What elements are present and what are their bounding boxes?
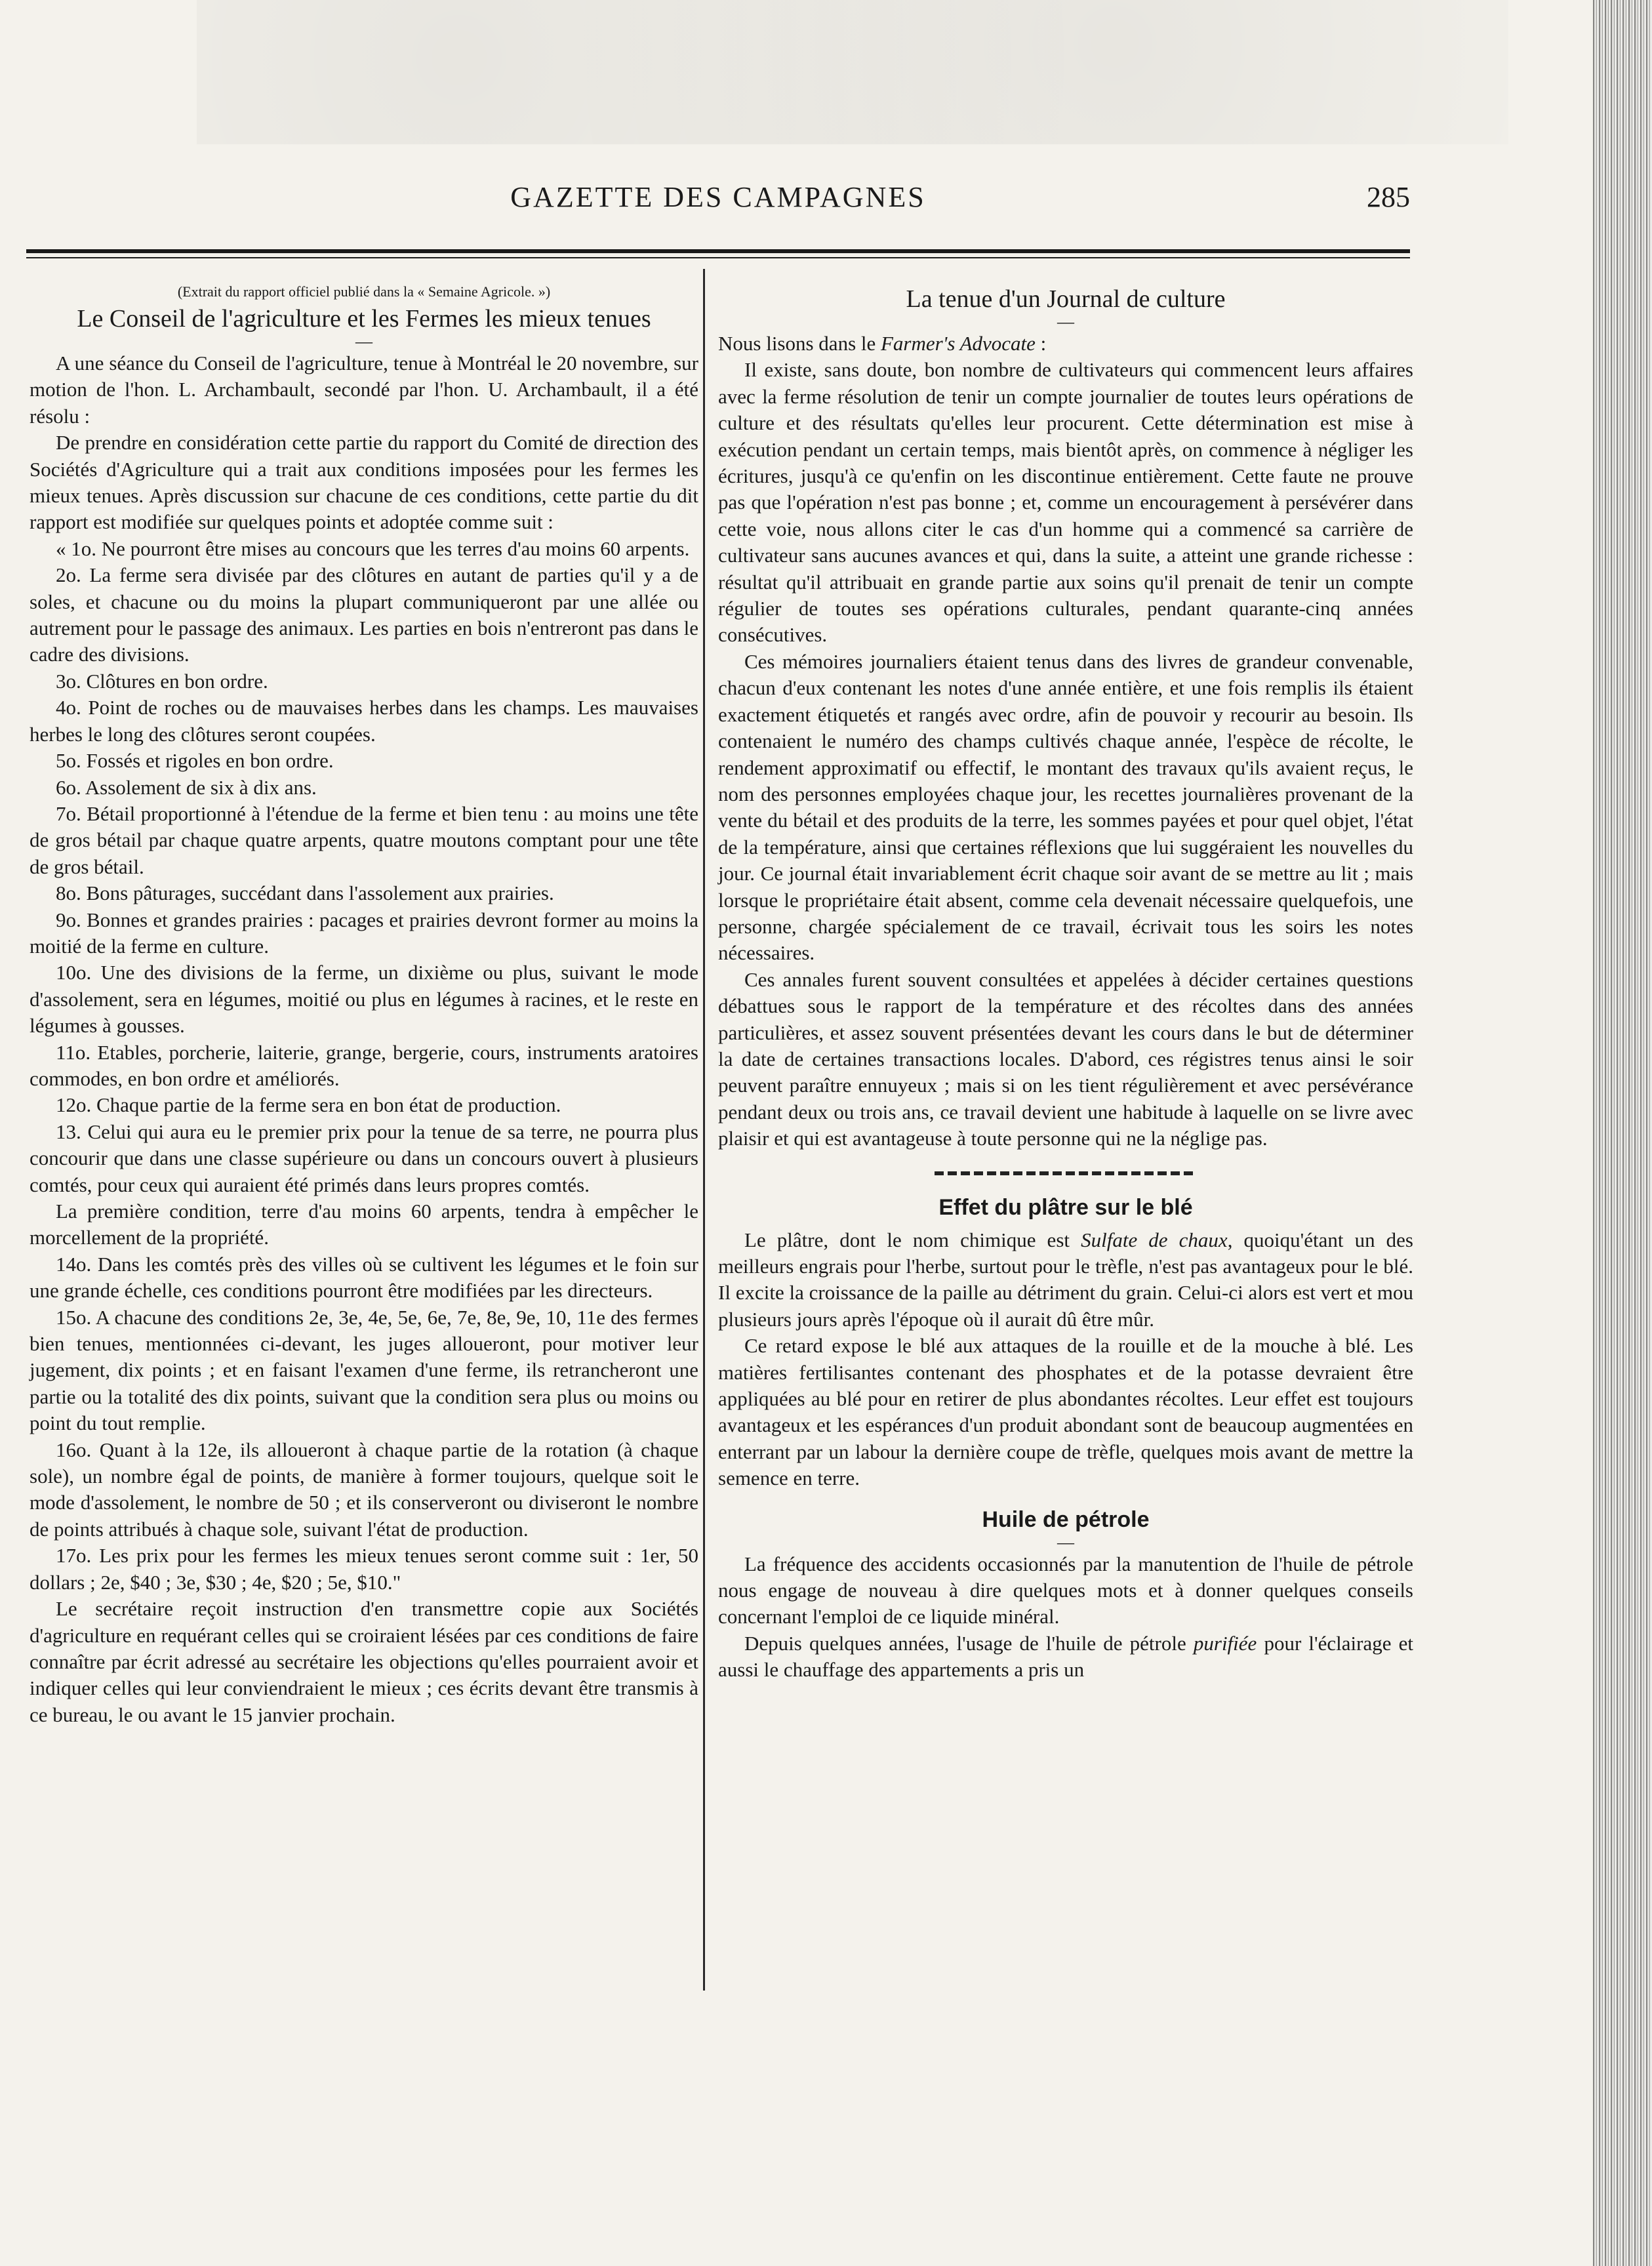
huile-paragraph-1: La fréquence des accidents occasionnés par la manutention de l'huile de pétrole nous engage de nouveau à dire quelques mots et à donner quelques conseils concernant l'emploi de ce liquide minéral.	[718, 1552, 1413, 1629]
title-dash: —	[355, 332, 373, 351]
scan-noise	[197, 0, 1508, 144]
article-body-conseil	[30, 350, 698, 1728]
left-column	[30, 282, 698, 1728]
paragraph: De prendre en considération cette partie du rapport du Comité de direction des Sociétés d'Agriculture qui a trait aux conditions imposées pour les fermes les mieux tenues. Après discussion sur chacune de ces conditions, cette partie du dit rapport est modifiée sur quelques points et adoptée comme suit :	[30, 431, 698, 534]
article-title-platre: Effet du plâtre sur le blé	[938, 1194, 1193, 1220]
paragraph: 7o. Bétail proportionné à l'étendue de la ferme et bien tenu : au moins une tête de gros bétail par chaque quatre arpents, quatre moutons comptant pour une tête de gros bétail.	[30, 801, 698, 878]
paragraph: 6o. Assolement de six à dix ans.	[56, 775, 317, 799]
huile-paragraph-2: Depuis quelques années, l'usage de l'huile de pétrole purifiée pour l'éclairage et aussi le chauffage des appartements a pris un	[718, 1631, 1413, 1682]
platre-paragraph-1: Le plâtre, dont le nom chimique est Sulfate de chaux, quoiqu'étant un des meilleurs engrais pour l'herbe, surtout pour le trèfle, n'est pas avantageux pour le blé. Il excite la croissance de la paille au détriment du grain. Celui-ci alors est vert et mou plusieurs jours après l'époque où il aurait dû être mûr.	[718, 1228, 1414, 1331]
header-rule-thin	[26, 257, 1410, 258]
paragraph: 11o. Etables, porcherie, laiterie, grange, bergerie, cours, instruments aratoires commodes, en bon ordre et améliorés.	[30, 1040, 698, 1090]
right-column	[718, 282, 1413, 1684]
paragraph: 8o. Bons pâturages, succédant dans l'assolement aux prairies.	[56, 881, 554, 905]
paragraph: 10o. Une des divisions de la ferme, un dixième ou plus, suivant le mode d'assolement, sera en légumes, moitié ou plus en légumes à racines, et le reste en légumes à gousses.	[30, 961, 698, 1038]
extract-note: (Extrait du rapport officiel publié dans la « Semaine Agricole. »)	[177, 283, 551, 300]
newspaper-title: GAZETTE DES CAMPAGNES	[510, 181, 926, 213]
title-dash: —	[1057, 312, 1074, 331]
source-name: Farmer's Advocate	[881, 332, 1036, 355]
paragraph: 17o. Les prix pour les fermes les mieux tenues seront comme suit : 1er, 50 dollars ; 2e, $40 ; 3e, $30 ; 4e, $20 ; 5e, $10."	[30, 1544, 698, 1594]
article-title-conseil: Le Conseil de l'agriculture et les Fermes les mieux tenues	[77, 305, 651, 333]
paragraph: 5o. Fossés et rigoles en bon ordre.	[56, 749, 334, 773]
title-dash: —	[1057, 1532, 1074, 1552]
paragraph: 14o. Dans les comtés près des villes où se cultivent les légumes et le foin sur une grande échelle, ces conditions pourront être modifiées par les directeurs.	[30, 1252, 698, 1303]
journal-intro: Nous lisons dans le Farmer's Advocate :	[718, 332, 1047, 355]
paragraph: A une séance du Conseil de l'agriculture, tenue à Montréal le 20 novembre, sur motion de l'hon. L. Archambault, secondé par l'hon. U. Archambault, il a été résolu :	[30, 352, 698, 428]
article-title-journal: La tenue d'un Journal de culture	[906, 285, 1226, 313]
column-divider	[703, 269, 705, 1991]
scan-edge	[1593, 0, 1652, 2266]
section-ornament	[718, 1160, 1413, 1186]
paragraph: « 1o. Ne pourront être mises au concours que les terres d'au moins 60 arpents.	[56, 536, 690, 560]
paragraph: 12o. Chaque partie de la ferme sera en bon état de production.	[56, 1093, 561, 1117]
paragraph: 2o. La ferme sera divisée par des clôtures en autant de parties qu'il y a de soles, et chacune ou du moins la plupart communiqueront par une allée ou autrement pour le passage des animaux. Les parties en bois n'entreront pas dans le cadre des divisions.	[30, 563, 698, 666]
paragraph: Le secrétaire reçoit instruction d'en transmettre copie aux Sociétés d'agriculture en requérant celles qui se croiraient lésées par ces conditions de faire connaître par écrit adressé au secrétaire les objections qu'elles pourraient avoir et indiquer celles qui leur conviendraient le mieux ; ces écrits devant être transmis à ce bureau, le ou avant le 15 janvier prochain.	[30, 1597, 698, 1726]
paragraph: 3o. Clôtures en bon ordre.	[56, 669, 268, 693]
article-title-huile: Huile de pétrole	[982, 1507, 1150, 1532]
paragraph: 9o. Bonnes et grandes prairies : pacages et prairies devront former au moins la moitié de la ferme en culture.	[30, 908, 698, 958]
paragraph: 15o. A chacune des conditions 2e, 3e, 4e, 5e, 6e, 7e, 8e, 9e, 10, 11e des fermes bien tenues, mentionnées ci-devant, les juges alloueront, pour motiver leur jugement, dix points ; et en faisant l'examen d'une ferme, ils retrancheront une partie ou la totalité des dix points, suivant que la condition sera plus ou moins ou point du tout remplie.	[30, 1305, 698, 1435]
paragraph: La première condition, terre d'au moins 60 arpents, tendra à empêcher le morcellement de la propriété.	[30, 1200, 698, 1249]
page-header	[26, 180, 1410, 220]
paragraph: Il existe, sans doute, bon nombre de cultivateurs qui commencent leurs affaires avec la ferme résolution de tenir un compte journalier de toutes leurs opérations de culture et des résultats qu'elles leur procurent. Cette détermination est mise à exécution pendant un certain temps, mais bientôt après, on commence à négliger les écritures, jusqu'à ce qu'enfin on les discontinue entièrement. Cette faute ne prouve pas que l'opération n'est pas bonne ; et, comme un encouragement à persévérer dans cette voie, nous allons citer le cas d'un homme qui a commencé sa carrière de cultivateur sans aucunes avances et qui, dans la suite, a atteint une grande richesse : résultat qu'il attribuait en grande partie aux soins qu'il prenait de tenir un compte régulier de toutes ses opérations culturales, pendant quarante-cinq années consécutives.	[718, 358, 1413, 647]
header-rule-thick	[26, 249, 1410, 253]
platre-paragraph-2: Ce retard expose le blé aux attaques de la rouille et de la mouche à blé. Les matières fertilisantes contenant des phosphates et de la potasse devraient être appliquées au blé pour en retirer de plus abondantes récoltes. Leur effet est toujours avantageux et les espérances d'un produit abondant sont de beaucoup augmentées en enterrant par un labour la dernière coupe de trèfle, quelques mois avant de mettre la semence en terre.	[718, 1334, 1413, 1490]
paragraph: 4o. Point de roches ou de mauvaises herbes dans les champs. Les mauvaises herbes le long des clôtures seront coupées.	[30, 696, 698, 746]
chemical-name: Sulfate de chaux	[1081, 1228, 1228, 1251]
paragraph: 16o. Quant à la 12e, ils alloueront à chaque partie de la rotation (à chaque sole), un nombre égal de points, de manière à former toujours, quelque soit le mode d'assolement, le nombre de 50 ; et ils conserveront ou diviseront le nombre de points attribués à chaque sole, suivant l'état de production.	[30, 1438, 698, 1541]
paragraph: Ces annales furent souvent consultées et appelées à décider certaines questions débattues sous le rapport de la température et des récoltes dans des années particulières, et assez souvent présentées devant les cours dans le but de déterminer la date de certaines transactions locales. D'abord, ces régistres tenus ainsi le soir peuvent paraître ennuyeux ; mais si on les tient régulièrement et avec persévérance pendant deux ou trois ans, ce travail devient une habitude à laquelle on se livre avec plaisir et qui est avantageuse à toute personne qui ne la néglige pas.	[718, 967, 1413, 1150]
emphasis: purifiée	[1193, 1631, 1257, 1655]
article-body-journal	[718, 357, 1413, 1152]
paragraph: 13. Celui qui aura eu le premier prix pour la tenue de sa terre, ne pourra plus concourir que dans une classe supérieure ou dans un concours ouvert à plusieurs comtés, pour ceux qui auraient été primés dans leurs propres comtés.	[30, 1120, 698, 1196]
paragraph: Ces mémoires journaliers étaient tenus dans des livres de grandeur convenable, chacun d'eux contenant les notes d'une année entière, et une fois remplis ils étaient exactement étiquetés et rangés avec ordre, afin de pouvoir y recourir au besoin. Ils contenaient le numéro des champs cultivés chaque année, l'espèce de récolte, le rendement approximatif ou effectif, le montant des travaux qu'ils avaient reçus, le nom des personnes employées chaque jour, les recettes journalières provenant de la vente du bétail et des produits de la terre, les sommes payées et pour quel objet, l'état de la température, ainsi que certaines réflexions que lui suggéraient les nouvelles du jour. Ce journal était invariablement écrit chaque soir avant de se mettre au lit ; mais lorsque le propriétaire était absent, comme cela devenait nécessaire quelquefois, une personne, chargée spécialement de ce travail, écrivait tous les soirs les notes nécessaires.	[718, 649, 1413, 965]
page-number: 285	[1367, 181, 1410, 213]
